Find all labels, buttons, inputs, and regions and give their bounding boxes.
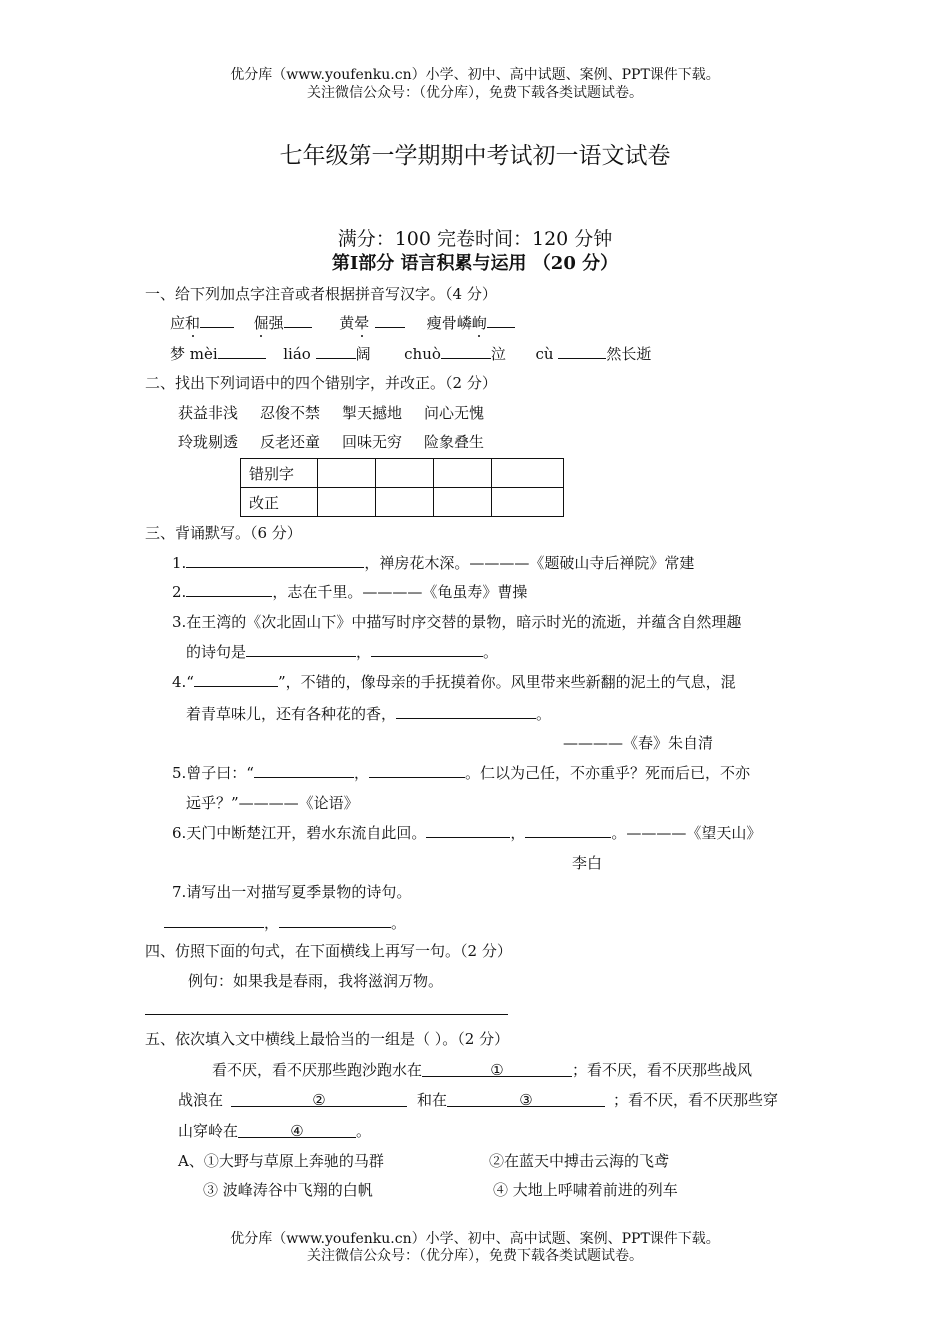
q3-blank-3a[interactable] — [246, 641, 356, 657]
q3-blank-6a[interactable] — [426, 822, 510, 838]
q3-item-2: 2. ，志在千里。————《龟虽寿》曹操 — [172, 583, 528, 601]
q3-item-4-line-1: 4.“ ”，不错的，像母亲的手抚摸着你。风里带来些新翻的泥土的气息，混 — [172, 673, 736, 691]
q3-blank-4b[interactable] — [396, 703, 536, 719]
part-heading: 第Ⅰ部分 语言积累与运用 （20 分） — [331, 253, 619, 274]
q3-heading: 三、背诵默写。（6 分） — [145, 524, 302, 542]
q1-blank-2[interactable] — [284, 312, 312, 328]
q3-blank-2[interactable] — [186, 581, 272, 597]
q3-item-7: 7.请写出一对描写夏季景物的诗句。 — [172, 883, 412, 901]
q4-heading: 四、仿照下面的句式，在下面横线上再写一句。（2 分） — [145, 942, 512, 960]
q2-heading: 二、找出下列词语中的四个错别字，并改正。（2 分） — [145, 374, 497, 392]
q3-blank-6b[interactable] — [525, 822, 611, 838]
q3-blank-7a[interactable] — [164, 912, 264, 928]
q3-blank-3b[interactable] — [371, 641, 483, 657]
q3-blank-4a[interactable] — [194, 671, 278, 687]
q1-word-1: 应和 — [170, 314, 201, 332]
q1-word-3: 黄晕 — [339, 314, 370, 332]
table-row — [241, 488, 564, 517]
q5-passage-line-3: 山穿岭在 ④ 。 — [178, 1122, 372, 1140]
header-line-2: 关注微信公众号：（优分库），免费下载各类试题试卷。 — [307, 85, 643, 101]
table-cell[interactable] — [318, 459, 376, 488]
q3-item-6-author: 李白 — [572, 854, 603, 872]
table-header-cell: 错别字 — [241, 459, 318, 488]
q5-passage-line-1: 看不厌，看不厌那些跑沙跑水在 ① ；看不厌，看不厌那些战风 — [212, 1061, 753, 1079]
exam-meta: 满分：100 完卷时间：120 分钟 — [337, 228, 613, 250]
q3-item-3-line-2: 的诗句是 ， 。 — [186, 643, 499, 661]
q2-words-row-1: 获益非浅 忍俊不禁 掣天撼地 问心无愧 — [178, 404, 485, 422]
q1-word-row — [170, 312, 515, 333]
q3-blank-5a[interactable] — [254, 762, 354, 778]
table-cell[interactable] — [492, 459, 564, 488]
q1-blank-3[interactable] — [375, 312, 405, 328]
q1-pinyin-blank-3[interactable] — [441, 343, 491, 359]
q1-heading: 一、给下列加点字注音或者根据拼音写汉字。（4 分） — [145, 285, 497, 303]
q1-blank-4[interactable] — [487, 312, 515, 328]
q5-blank-4[interactable]: ④ — [238, 1122, 356, 1138]
q1-pinyin-row: 梦 mèi liáo 阔 chuò 泣 cù 然长逝 — [170, 345, 652, 363]
q1-pinyin-blank-1[interactable] — [218, 343, 266, 359]
q5-option-a-4[interactable]: ④ 大地上呼啸着前进的列车 — [493, 1181, 678, 1199]
table-cell[interactable] — [434, 488, 492, 517]
q3-blank-5b[interactable] — [369, 762, 465, 778]
page-title: 七年级第一学期期中考试初一语文试卷 — [279, 143, 671, 169]
q5-option-a-3[interactable]: ③ 波峰涛谷中飞翔的白帆 — [203, 1181, 373, 1199]
table-cell[interactable] — [492, 488, 564, 517]
header-line-1: 优分库（www.youfenku.cn）小学、初中、高中试题、案例、PPT课件下载。 — [230, 67, 720, 83]
footer-line-2: 关注微信公众号：（优分库），免费下载各类试题试卷。 — [307, 1248, 643, 1264]
table-cell[interactable] — [434, 459, 492, 488]
q2-words-row-2: 玲珑剔透 反老还童 回味无穷 险象叠生 — [178, 433, 485, 451]
q3-item-4-line-2: 着青草味儿，还有各种花的香， 。 — [186, 705, 552, 723]
q1-word-4: 瘦骨嶙峋 — [426, 314, 487, 332]
error-correction-table — [240, 458, 564, 517]
q5-option-a-1[interactable]: A、①大野与草原上奔驰的马群 — [178, 1152, 384, 1170]
q4-example: 例句：如果我是春雨，我将滋润万物。 — [188, 972, 444, 990]
q1-blank-1[interactable] — [200, 312, 234, 328]
q3-item-7-blanks: ， 。 — [164, 912, 406, 933]
q3-item-6: 6.天门中断楚江开，碧水东流自此回。 ， 。————《望天山》 — [172, 824, 762, 842]
q5-passage-line-2: 战浪在 ② 和在 ③ ；看不厌，看不厌那些穿 — [178, 1091, 779, 1109]
q5-blank-3[interactable]: ③ — [447, 1091, 605, 1107]
q3-item-4-source: ————《春》朱自清 — [563, 734, 714, 752]
q3-blank-7b[interactable] — [279, 912, 391, 928]
q1-pinyin-blank-2[interactable] — [316, 343, 356, 359]
q3-item-5-line-1: 5.曾子曰：“ ， 。仁以为己任，不亦重乎？死而后已，不亦 — [172, 764, 751, 782]
q5-blank-2[interactable]: ② — [231, 1091, 407, 1107]
table-header-cell: 改正 — [241, 488, 318, 517]
table-cell[interactable] — [376, 459, 434, 488]
table-cell[interactable] — [376, 488, 434, 517]
q3-blank-1[interactable] — [186, 552, 364, 568]
q1-pinyin-blank-4[interactable] — [558, 343, 606, 359]
q3-item-5-line-2: 远乎？”————《论语》 — [186, 794, 359, 812]
q1-word-2: 倔强 — [253, 314, 284, 332]
table-row — [241, 459, 564, 488]
footer-line-1: 优分库（www.youfenku.cn）小学、初中、高中试题、案例、PPT课件下载。 — [230, 1231, 720, 1247]
q4-answer-line[interactable] — [145, 1014, 508, 1015]
q5-heading: 五、依次填入文中横线上最恰当的一组是（ ）。（2 分） — [145, 1030, 510, 1048]
q5-blank-1[interactable]: ① — [422, 1061, 572, 1077]
q3-item-1: 1. ，禅房花木深。————《题破山寺后禅院》常建 — [172, 554, 695, 572]
q3-item-3-line-1: 3.在王湾的《次北固山下》中描写时序交替的景物，暗示时光的流逝，并蕴含自然理趣 — [172, 613, 742, 631]
q5-option-a-2[interactable]: ②在蓝天中搏击云海的飞鸢 — [489, 1152, 670, 1170]
table-cell[interactable] — [318, 488, 376, 517]
